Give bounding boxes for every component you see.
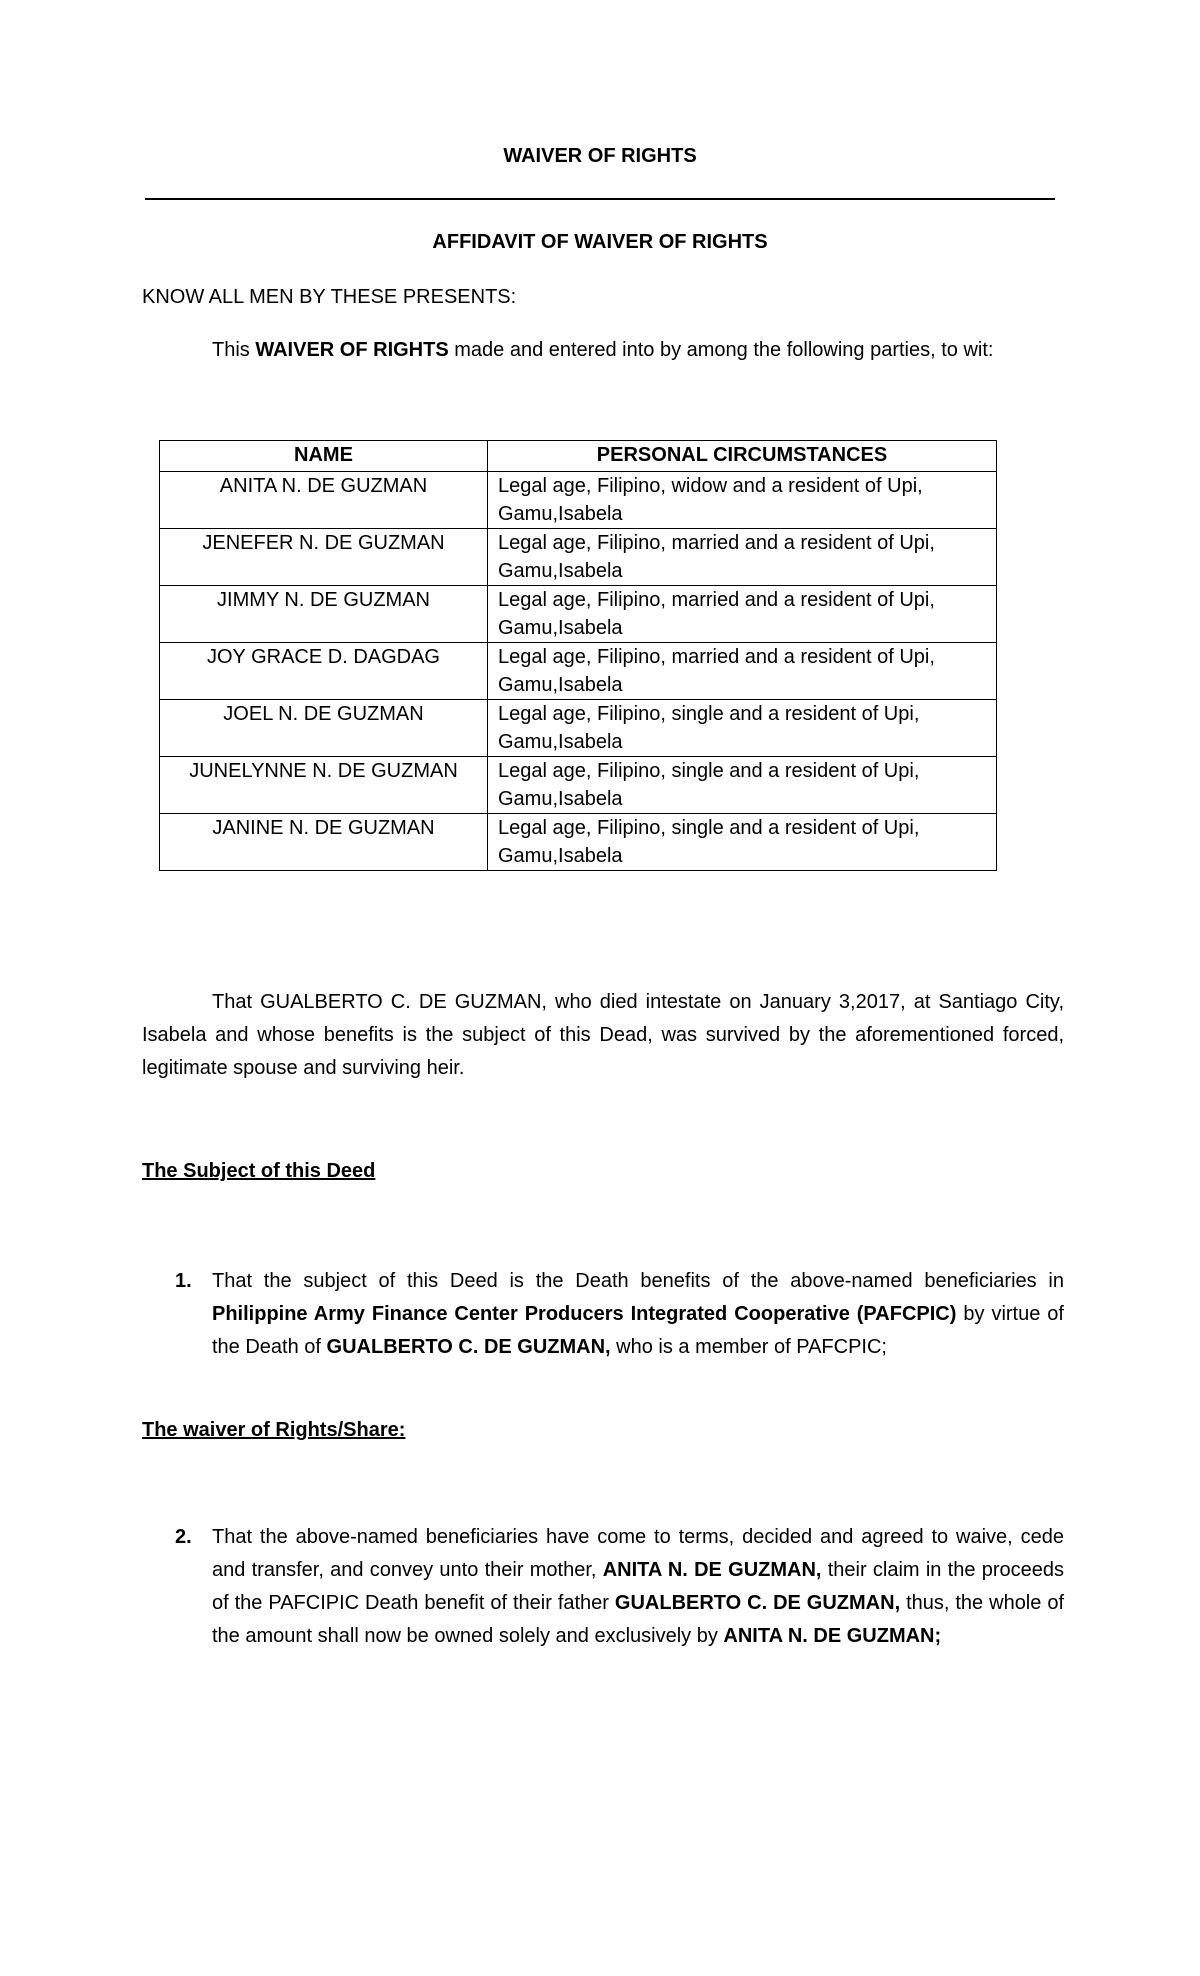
intro-paragraph	[212, 339, 993, 362]
parties-table	[159, 440, 997, 871]
waiver-bold-2: GUALBERTO C. DE GUZMAN,	[614, 1592, 901, 1614]
party-circumstances: Legal age, Filipino, single and a resident of Upi, Gamu,Isabela	[488, 757, 997, 814]
item-number: 1.	[175, 1270, 192, 1292]
party-name: JANINE N. DE GUZMAN	[160, 814, 488, 871]
table-row	[160, 586, 997, 643]
party-circumstances: Legal age, Filipino, married and a resident of Upi, Gamu,Isabela	[488, 643, 997, 700]
party-name: JUNELYNNE N. DE GUZMAN	[160, 757, 488, 814]
waiver-heading: The waiver of Rights/Share:	[142, 1419, 406, 1441]
intro-bold: WAIVER OF RIGHTS	[255, 339, 449, 361]
waiver-item	[175, 1521, 1064, 1653]
waiver-text-2: their claim in the proceeds of the PAFCIPIC Death benefit of their father	[212, 1559, 1064, 1614]
party-name: JOY GRACE D. DAGDAG	[160, 643, 488, 700]
party-name: JENEFER N. DE GUZMAN	[160, 529, 488, 586]
party-circumstances: Legal age, Filipino, married and a resident of Upi, Gamu,Isabela	[488, 586, 997, 643]
subject-text-2: by virtue of the Death of	[212, 1303, 1064, 1358]
subject-item	[175, 1265, 1064, 1364]
header-name: NAME	[160, 441, 488, 472]
table-row	[160, 643, 997, 700]
item-number: 2.	[175, 1526, 192, 1548]
subject-bold-2: GUALBERTO C. DE GUZMAN,	[326, 1336, 611, 1358]
document-title: WAIVER OF RIGHTS	[503, 145, 697, 167]
salutation: KNOW ALL MEN BY THESE PRESENTS:	[142, 286, 517, 308]
party-circumstances: Legal age, Filipino, married and a resident of Upi, Gamu,Isabela	[488, 529, 997, 586]
party-circumstances: Legal age, Filipino, single and a resident of Upi, Gamu,Isabela	[488, 814, 997, 871]
table-row	[160, 529, 997, 586]
waiver-text-3: thus, the whole of the amount shall now be owned solely and exclusively by	[212, 1592, 1064, 1647]
death-paragraph: That GUALBERTO C. DE GUZMAN, who died intestate on January 3,2017, at Santiago City, Isabela and whose benefits is the subject of this Dead, was survived by the aforementioned forced, legitimate spouse and surviving heir.	[142, 991, 1064, 1079]
waiver-text-1: That the above-named beneficiaries have come to terms, decided and agreed to waive, cede and transfer, and convey unto their mother,	[212, 1526, 1064, 1581]
subject-bold-1: Philippine Army Finance Center Producers Integrated Cooperative (PAFCPIC)	[212, 1303, 957, 1325]
party-name: ANITA N. DE GUZMAN	[160, 472, 488, 529]
subject-text-3: who is a member of PAFCPIC;	[610, 1336, 887, 1358]
table-header-row	[160, 441, 997, 472]
party-name: JOEL N. DE GUZMAN	[160, 700, 488, 757]
subject-text-1: That the subject of this Deed is the Death benefits of the above-named beneficiaries in	[212, 1270, 1064, 1292]
table-row	[160, 757, 997, 814]
waiver-bold-3: ANITA N. DE GUZMAN;	[723, 1625, 942, 1647]
party-circumstances: Legal age, Filipino, widow and a resident of Upi, Gamu,Isabela	[488, 472, 997, 529]
subject-heading: The Subject of this Deed	[142, 1160, 376, 1182]
intro-suffix: made and entered into by among the following parties, to wit:	[448, 339, 994, 361]
intro-prefix: This	[212, 339, 256, 361]
title-divider	[145, 198, 1055, 200]
party-circumstances: Legal age, Filipino, single and a resident of Upi, Gamu,Isabela	[488, 700, 997, 757]
party-name: JIMMY N. DE GUZMAN	[160, 586, 488, 643]
table-row	[160, 700, 997, 757]
table-row	[160, 814, 997, 871]
header-circumstances: PERSONAL CIRCUMSTANCES	[488, 441, 997, 472]
table-row	[160, 472, 997, 529]
waiver-bold-1: ANITA N. DE GUZMAN,	[602, 1559, 822, 1581]
document-subtitle: AFFIDAVIT OF WAIVER OF RIGHTS	[432, 231, 768, 253]
